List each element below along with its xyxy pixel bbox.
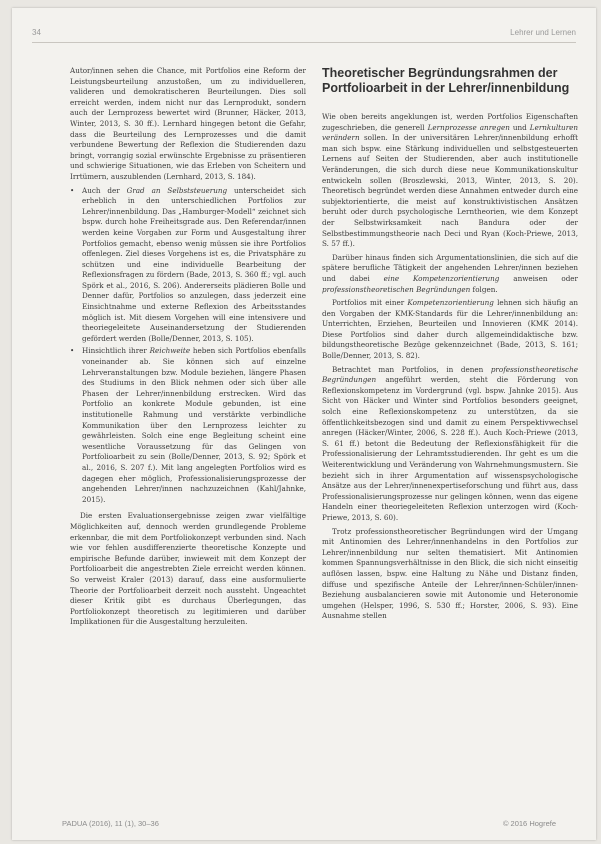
p4-emphasis: professionstheoretische Begründungen [322,364,578,385]
bullet-lead: Auch der [82,185,127,195]
p1-text-c: sollen. In der universitären Lehrer/innenbildung erhofft man sich bspw. eine Stärkung individuellen und selbstgesteuerten Lernens auf Seiten der Studierenden, aber auch institutionelle Veränderungen, die sich durch diese neue Kommunikationskultur entwickeln sollen (Broszlewski, 2013, Winter, 2013, S. 20). Theoretisch begründet werden diese Annahmen entweder durch eine subjektorientierte, die meist auf konstruktivistischen Ansätzen beruht oder durch psychologische Lerntheorien, wie dem Konzept der Selbstwirksamkeit nach Bandura oder der Selbstbestimmungstheorie nach Deci und Ryan (Koch-Priewe, 2013, S. 57 ff.). [322,133,578,249]
bullet-icon: • [70,346,75,356]
section-heading: Theoretischer Begründungsrahmen der Portfolioarbeit in der Lehrer/innenbildung [322,66,570,95]
p4-text-a: Betrachtet man Portfolios, in denen [332,364,491,374]
p2-text-c: folgen. [470,284,498,294]
document-page [12,8,596,840]
p3-emphasis: Kompetenzorientierung [407,298,494,308]
header-rule [32,42,576,43]
list-item [70,346,306,505]
paragraph-5: Trotz professionstheoretischer Begründungen wird der Umgang mit Antinomien des Lehrer/innenhandelns in den Portfolios zur Lehrer/innenbildung nur selten thematisiert. Mit Antinomien kommen Spannungsverhältnisse in den Blick, die sich nicht einseitig auflösen lassen, bspw. eine Haltung zu Nähe und Distanz finden, diffuse und spezifische Anteile der Lehrer/innen-Schüler/innen-Beziehung ausbalancieren sowie mit Autonomie und Heteronomie umgehen (Helsper, 1996, S. 530 ff.; Horster, 2006, S. 93). Eine Ausnahme stellen [322,526,578,621]
paragraph-4 [322,365,578,524]
intro-paragraph: Autor/innen sehen die Chance, mit Portfolios eine Reform der Leistungsbeurteilung anzustoßen, um zu individuelleren, valideren und demokratischeren Beurteilungen. Dies soll erreicht werden, indem nicht nur das Lernprodukt, sondern auch der Lernprozess bewertet wird (Brunner, Häcker, 2013, Winter, 2013, S. 30 ff.). Lernhard hingegen betont die Gefahr, dass die Beurteilung des Lernprozesses und die damit verbundene Bewertung der Reflexion die Studierenden dazu bringt, vorrangig sozial erwünschte Ergebnisse zu präsentieren und schwierige Situationen, wie das Erleben von Scheitern und Irrtümern, auszublenden (Lernhard, 2013, S. 184). [70,66,306,181]
left-column [70,66,306,631]
paragraph-3 [322,298,578,362]
paragraph-1 [322,112,578,250]
p1-text-b: und [509,122,530,132]
bullet-icon: • [70,185,75,195]
paragraph-2 [322,253,578,295]
closing-paragraph: Die ersten Evaluationsergebnisse zeigen zwar vielfältige Möglichkeiten auf, dennoch werden grundlegende Probleme erkennbar, die mit dem Portfoliokonzept verbunden sind. Nach wie vor fehlen ausdifferenzierte theoretische Konzepte und empirische Befunde darüber, inwieweit mit dem Konzept der Portfolioarbeit die angestrebten Ziele erreicht werden können. So verweist Kraler (2013) darauf, dass eine ausformulierte Theorie der Portfolioarbeit derzeit noch aussteht. Ungeachtet dieser Kritik gibt es durchaus Überlegungen, das Portfoliokonzept theoretisch zu legitimieren und darüber Implikationen für die Ausgestaltung herzuleiten. [70,511,306,627]
right-column [322,66,578,625]
bullet-emphasis: Grad an Selbststeuerung [126,185,228,195]
page-number: 34 [32,28,41,37]
p1-emphasis-1: Lernprozesse anregen [427,122,510,132]
footer-citation: PADUA (2016), 11 (1), 30–36 [62,819,159,828]
bullet-list [70,186,306,506]
list-item [70,186,306,345]
bullet-text: heben sich Portfolios ebenfalls voneinander ab. Sie können sich auf einzelne Lehrveranstaltungen bzw. Module beziehen, längere Phasen des Studiums in den Blick nehmen oder sich über alle Phasen der Lehrer/innenbildung erstrecken. Wird das Portfolio an konkrete Module gebunden, ist eine institutionelle Rahmung und verstärkte verbindliche Kommunikation über den Lernprozess leichter zu gewährleisten. Solch eine enge Begleitung scheint eine wesentliche Voraussetzung für das Gelingen von Portfolioarbeit zu sein (Bolle/Denner, 2013, S. 92; Spörk et al., 2016, S. 207 f.). Mit lang angelegten Portfolios wird es dagegen eher möglich, Professionalisierungsprozesse der angehenden Lehrer/innen nachzuzeichnen (Kahl/Jahnke, 2015). [82,346,306,504]
p3-text-b: lehnen sich häufig an den Vorgaben der KMK-Standards für die Lehrer/innenbildung an: Unterrichten, Erziehen, Beurteilen und Innovieren (KMK 2014). Diese Portfolios sind daher durch allgemeindidaktische bzw. bildungstheoretische Bezüge gekennzeichnet (Bade, 2013, S. 161; Bolle/Denner, 2013, S. 82). [322,298,578,361]
p2-text-a: Darüber hinaus finden sich Argumentationslinien, die sich auf die spätere berufliche Tätigkeit der angehenden Lehrer/innen beziehen und dabei [322,252,578,283]
p1-emphasis-2: Lernkulturen verändern [322,122,579,143]
bullet-lead: Hinsichtlich ihrer [82,346,150,356]
p2-text-b: anweisen oder [499,273,578,283]
p2-emphasis-1: eine Kompetenzorientierung [383,273,500,283]
p3-text-a: Portfolios mit einer [332,298,408,308]
p4-text-b: angeführt werden, steht die Förderung von Reflexionskompetenz im Vordergrund (vgl. bspw. Jahnke 2015). Aus Sicht von Häcker und Winter sind Portfolios besonders geeignet, solch eine Reflexionskompetenz zu unterstützen, da sie öffentlichkeitsbezogen sind und damit zu einem Perspektivwechsel anregen (Häcker/Winter, 2006, S. 228 ff.). Auch Koch-Priewe (2013, S. 61 ff.) betont die Bedeutung der Reflexionsfähigkeit für die Professionalisierung der Lehramtsstudierenden. Ihr geht es um die Weiterentwicklung und Veränderung von Wahrnehmungsmustern. Sie bezieht sich in ihrer Argumentation auf wissenspsychologische Ansätze aus der Lehrer/innenexpertiseforschung und führt aus, dass Professionalisierungsprozesse nur gelingen können, wenn das eigene Handeln einer theoriegeleiteten Reflexion unterzogen wird (Koch-Priewe, 2013, S. 60). [322,375,578,522]
p1-text-a: Wie oben bereits angeklungen ist, werden Portfolios Eigenschaften zugeschrieben, die generell [322,112,578,132]
footer-copyright: © 2016 Hogrefe [502,819,556,828]
journal-title: Lehrer und Lernen [510,28,576,37]
bullet-text: unterscheidet sich erheblich in den unterschiedlichen Portfolios zur Lehrer/innenbildung. Das „Hamburger-Modell“ zeichnet sich bspw. durch hohe Freiheitsgrade aus. Den Referendar/innen werden keine Vorgaben zur Form und Ausgestaltung ihrer Portfolios gemacht, ebenso wenig müssen sie ihre Portfolios offenlegen. Ziel dieses Vorgehens ist es, die Privatsphäre zu schützen und eine individuelle Bearbeitung der Reflexionsfragen zu fördern (Bade, 2013, S. 360 ff.; vgl. auch Spörk et al., 2016, S. 206). Andererseits plädieren Bolle und Denner dafür, Portfolios so anzulegen, dass jederzeit eine Einsichtnahme und externe Reflexion des Arbeitsstandes möglich ist. Mit diesem Vorgehen will eine intensivere und theoriegeleitete Auseinandersetzung der Studierenden gefördert werden (Bolle/Denner, 2013, S. 105). [82,185,306,343]
p2-emphasis-2: professionstheoretischen Begründungen [322,284,471,294]
bullet-emphasis: Reichweite [149,346,191,356]
